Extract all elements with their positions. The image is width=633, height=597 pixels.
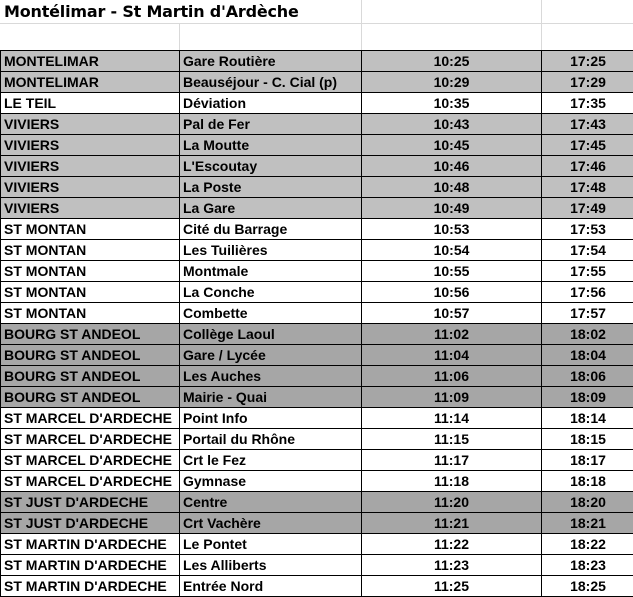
departure-time-2: 17:49 [542, 198, 633, 219]
table-row [1, 555, 633, 576]
stop-cell: Pal de Fer [180, 114, 362, 135]
table-row [1, 576, 633, 597]
town-cell: VIVIERS [1, 114, 180, 135]
table-row [1, 387, 633, 408]
timetable [0, 50, 633, 597]
stop-cell: La Poste [180, 177, 362, 198]
departure-time-1: 11:17 [362, 450, 542, 471]
departure-time-1: 10:48 [362, 177, 542, 198]
table-row [1, 219, 633, 240]
table-row [1, 93, 633, 114]
departure-time-1: 11:09 [362, 387, 542, 408]
town-cell: MONTELIMAR [1, 72, 180, 93]
table-row [1, 114, 633, 135]
stop-cell: Gare Routière [180, 51, 362, 72]
town-cell: ST MONTAN [1, 240, 180, 261]
departure-time-2: 18:25 [542, 576, 633, 597]
departure-time-1: 10:54 [362, 240, 542, 261]
table-row [1, 198, 633, 219]
table-row [1, 366, 633, 387]
departure-time-2: 18:04 [542, 345, 633, 366]
table-row [1, 240, 633, 261]
departure-time-2: 17:48 [542, 177, 633, 198]
table-row [1, 135, 633, 156]
table-row [1, 408, 633, 429]
departure-time-1: 11:22 [362, 534, 542, 555]
stop-cell: Crt Vachère [180, 513, 362, 534]
departure-time-2: 17:46 [542, 156, 633, 177]
departure-time-2: 18:23 [542, 555, 633, 576]
table-row [1, 471, 633, 492]
departure-time-1: 11:06 [362, 366, 542, 387]
town-cell: BOURG ST ANDEOL [1, 324, 180, 345]
table-row [1, 156, 633, 177]
stop-cell: L'Escoutay [180, 156, 362, 177]
departure-time-1: 10:45 [362, 135, 542, 156]
departure-time-2: 18:14 [542, 408, 633, 429]
town-cell: VIVIERS [1, 135, 180, 156]
departure-time-2: 17:25 [542, 51, 633, 72]
town-cell: ST MONTAN [1, 303, 180, 324]
town-cell: BOURG ST ANDEOL [1, 366, 180, 387]
departure-time-1: 11:18 [362, 471, 542, 492]
departure-time-2: 18:15 [542, 429, 633, 450]
table-row [1, 429, 633, 450]
table-row [1, 492, 633, 513]
departure-time-1: 10:46 [362, 156, 542, 177]
departure-time-1: 11:02 [362, 324, 542, 345]
departure-time-1: 11:04 [362, 345, 542, 366]
departure-time-2: 17:35 [542, 93, 633, 114]
stop-cell: Centre [180, 492, 362, 513]
town-cell: ST MARTIN D'ARDECHE [1, 534, 180, 555]
town-cell: MONTELIMAR [1, 51, 180, 72]
departure-time-2: 18:09 [542, 387, 633, 408]
departure-time-2: 17:45 [542, 135, 633, 156]
table-row [1, 303, 633, 324]
town-cell: ST JUST D'ARDECHE [1, 513, 180, 534]
town-cell: ST MARCEL D'ARDECHE [1, 471, 180, 492]
table-row [1, 261, 633, 282]
stop-cell: Crt le Fez [180, 450, 362, 471]
table-row [1, 282, 633, 303]
departure-time-2: 18:02 [542, 324, 633, 345]
stop-cell: Le Pontet [180, 534, 362, 555]
town-cell: VIVIERS [1, 177, 180, 198]
stop-cell: Montmale [180, 261, 362, 282]
departure-time-2: 17:54 [542, 240, 633, 261]
stop-cell: Les Alliberts [180, 555, 362, 576]
departure-time-1: 10:35 [362, 93, 542, 114]
stop-cell: Portail du Rhône [180, 429, 362, 450]
stop-cell: La Gare [180, 198, 362, 219]
town-cell: VIVIERS [1, 198, 180, 219]
departure-time-1: 11:21 [362, 513, 542, 534]
departure-time-1: 10:29 [362, 72, 542, 93]
stop-cell: Gymnase [180, 471, 362, 492]
town-cell: ST MARCEL D'ARDECHE [1, 450, 180, 471]
departure-time-1: 10:43 [362, 114, 542, 135]
town-cell: LE TEIL [1, 93, 180, 114]
departure-time-1: 11:23 [362, 555, 542, 576]
town-cell: BOURG ST ANDEOL [1, 345, 180, 366]
departure-time-2: 17:55 [542, 261, 633, 282]
stop-cell: La Moutte [180, 135, 362, 156]
table-row [1, 177, 633, 198]
table-row [1, 324, 633, 345]
stop-cell: Les Tuilières [180, 240, 362, 261]
stop-cell: Entrée Nord [180, 576, 362, 597]
departure-time-2: 18:18 [542, 471, 633, 492]
stop-cell: Les Auches [180, 366, 362, 387]
departure-time-1: 10:56 [362, 282, 542, 303]
table-row [1, 513, 633, 534]
departure-time-1: 11:20 [362, 492, 542, 513]
table-row [1, 534, 633, 555]
town-cell: ST MONTAN [1, 282, 180, 303]
town-cell: ST MARTIN D'ARDECHE [1, 555, 180, 576]
stop-cell: Collège Laoul [180, 324, 362, 345]
stop-cell: Gare / Lycée [180, 345, 362, 366]
departure-time-1: 11:15 [362, 429, 542, 450]
table-row [1, 51, 633, 72]
departure-time-1: 10:53 [362, 219, 542, 240]
town-cell: ST MARTIN D'ARDECHE [1, 576, 180, 597]
town-cell: BOURG ST ANDEOL [1, 387, 180, 408]
stop-cell: Cité du Barrage [180, 219, 362, 240]
timetable-body [1, 51, 633, 597]
departure-time-2: 17:56 [542, 282, 633, 303]
town-cell: VIVIERS [1, 156, 180, 177]
departure-time-2: 18:17 [542, 450, 633, 471]
stop-cell: Point Info [180, 408, 362, 429]
title-row [0, 0, 633, 24]
departure-time-2: 18:06 [542, 366, 633, 387]
departure-time-1: 10:57 [362, 303, 542, 324]
table-row [1, 345, 633, 366]
departure-time-1: 10:49 [362, 198, 542, 219]
stop-cell: Beauséjour - C. Cial (p) [180, 72, 362, 93]
departure-time-2: 17:29 [542, 72, 633, 93]
departure-time-2: 18:22 [542, 534, 633, 555]
town-cell: ST MARCEL D'ARDECHE [1, 429, 180, 450]
departure-time-2: 18:20 [542, 492, 633, 513]
gridline [179, 24, 180, 50]
departure-time-2: 18:21 [542, 513, 633, 534]
table-row [1, 450, 633, 471]
stop-cell: La Conche [180, 282, 362, 303]
stop-cell: Déviation [180, 93, 362, 114]
page-title: Montélimar - St Martin d'Ardèche [4, 2, 299, 21]
departure-time-2: 17:53 [542, 219, 633, 240]
departure-time-2: 17:43 [542, 114, 633, 135]
departure-time-1: 10:55 [362, 261, 542, 282]
table-row [1, 72, 633, 93]
town-cell: ST MONTAN [1, 219, 180, 240]
empty-row [0, 24, 633, 50]
departure-time-2: 17:57 [542, 303, 633, 324]
town-cell: ST JUST D'ARDECHE [1, 492, 180, 513]
stop-cell: Combette [180, 303, 362, 324]
town-cell: ST MONTAN [1, 261, 180, 282]
departure-time-1: 10:25 [362, 51, 542, 72]
departure-time-1: 11:25 [362, 576, 542, 597]
departure-time-1: 11:14 [362, 408, 542, 429]
stop-cell: Mairie - Quai [180, 387, 362, 408]
town-cell: ST MARCEL D'ARDECHE [1, 408, 180, 429]
